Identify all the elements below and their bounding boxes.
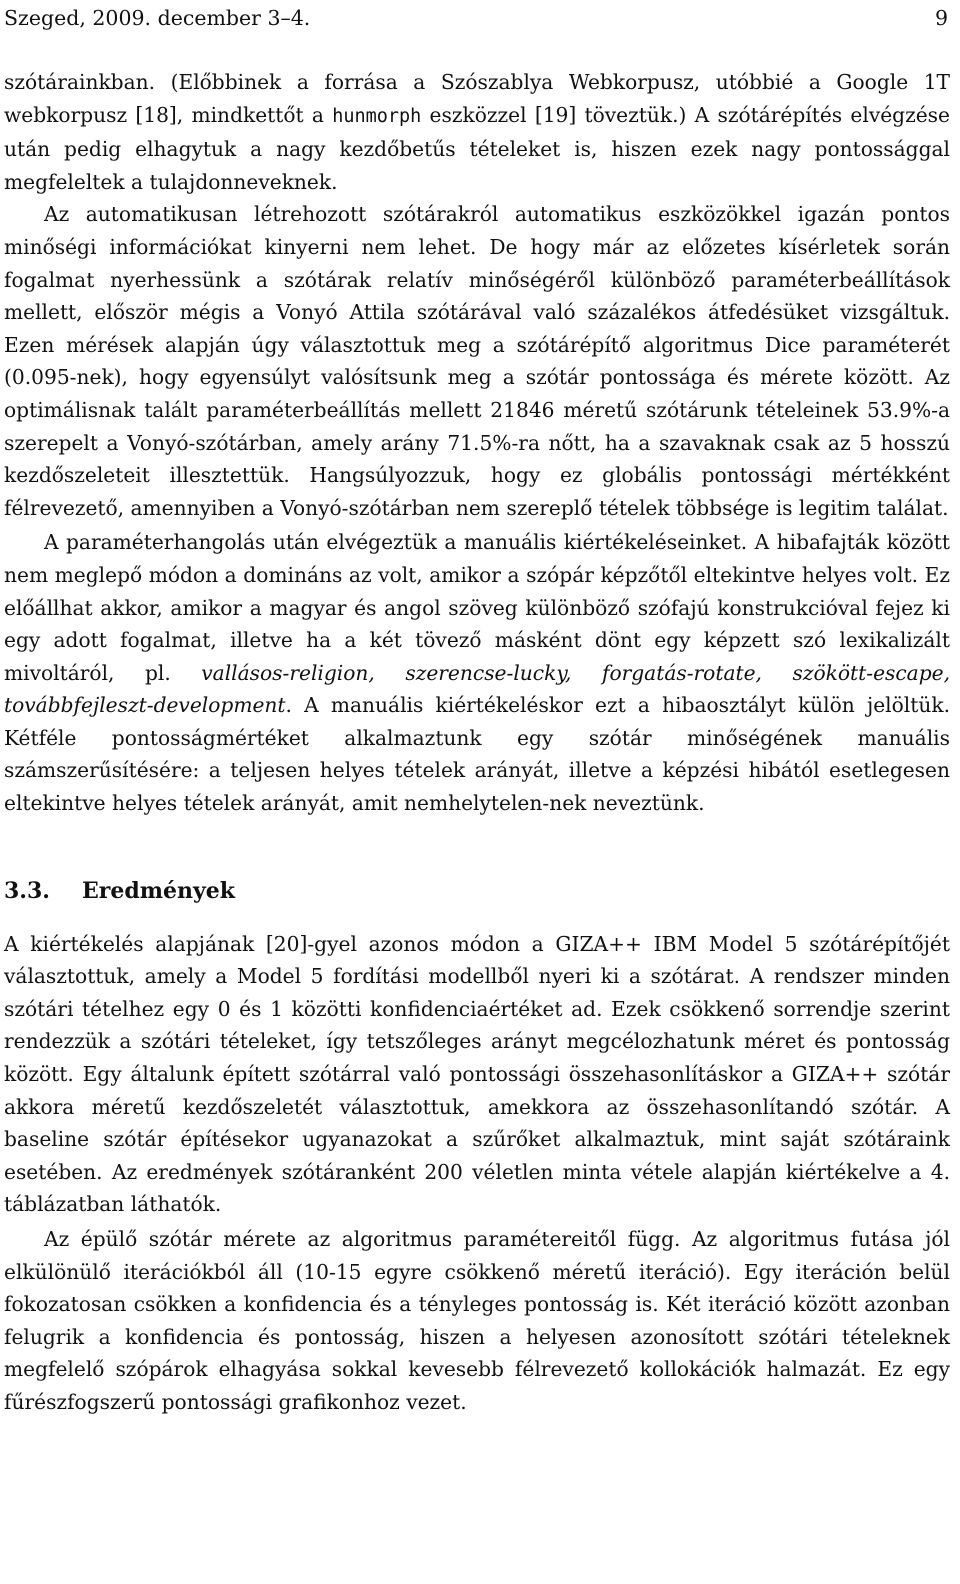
paragraph-results: A kiértékelés alapjának [20]-gyel azonos módon a GIZA++ IBM Model 5 szótárépítőjét választottuk, amely a Model 5 fordítási modellből nyeri ki a szótárat. A rendszer minden szótári tételhez egy 0 és 1 közötti konfidenciaértéket ad. Ezek csökkenő sorrendje szerint rendezzük a szótári tételeket, így tetszőleges arányt megcélozhatunk méret és pontosság között. Egy általunk épített szótárral való pontossági összehasonlításkor a GIZA++ szótár akkora méretű kezdőszeletét választottuk, amekkora az összehasonlítandó szótár. A baseline szótár építésekor ugyanazokat a szűrőket alkalmaztuk, mint saját szótáraink esetében. Az eredmények szótáranként 200 véletlen minta vétele alapján kiértékelve a 4. táblázatban láthatók. [4, 931, 950, 1217]
section-title: Eredmények [82, 877, 236, 904]
paragraph-manual-evaluation [4, 526, 950, 819]
document-page [0, 3, 960, 1584]
paragraph-dictionary-size: Az épülő szótár mérete az algoritmus paramétereitől függ. Az algoritmus futása jól elkülönülő iterációkból áll (10-15 egyre csökkenő méretű iteráció). Egy iteráción belül fokozatosan csökken a konfidencia és a tényleges pontosság is. Két iteráció között azonban felugrik a konfidencia és pontosság, hiszen a helyesen azonosított szótári tételeknek megfelelő szópárok elhagyása sokkal kevesebb félrevezető kollokációk halmazát. Ez egy fűrészfogszerű pontossági grafikonhoz vezet. [4, 1227, 950, 1414]
paragraph-text: eszközzel [19] töveztük.) A szótárépítés elvégzése után pedig elhagytuk a nagy kezdőbetűs tételeket is, hiszen ezek nagy pontossággal megfeleltek a tulajdonneveknek. [4, 102, 950, 194]
paragraph-text: A paraméterhangolás után elvégeztük a manuális kiértékeléseinket. A hibafajták között nem meglepő módon a domináns az volt, amikor a szópár képzőtől eltekintve helyes volt. Ez előállhat akkor, amikor a magyar és angol szöveg különböző szófajú konstrukcióval fejez ki egy adott fogalmat, illetve ha a két tövező másként dönt egy képzett szó lexikalizált mivoltáról, pl. [4, 530, 950, 685]
tool-name: hunmorph [332, 105, 422, 127]
running-header [4, 3, 950, 33]
header-left-text: Szeged, 2009. december 3–4. [4, 6, 311, 30]
paragraph-text: szótárainkban. (Előbbinek a forrása a Szószablya Webkorpusz, utóbbié a Google 1T webkorpusz [18], mindkettőt a [4, 70, 950, 127]
page-number: 9 [934, 6, 948, 30]
section-heading [4, 876, 950, 906]
example-word-pairs: vallásos-religion, szerencse-lucky, forgatás-rotate, szökött-escape, továbbfejleszt-development [4, 660, 950, 718]
paragraph-continuation [4, 66, 950, 198]
paragraph-text: . A manuális kiértékeléskor ezt a hibaosztályt külön jelöltük. Kétféle pontosságmértéket alkalmaztunk egy szótár minőségének manuális számszerűsítésére: a teljesen helyes tételek arányát, illetve a képzési hibától esetlegesen eltekintve helyes tételek arányát, amit nemhelytelen-nek neveztünk. [4, 693, 950, 816]
paragraph-evaluation: Az automatikusan létrehozott szótárakról automatikus eszközökkel igazán pontos minőségi információkat kinyerni nem lehet. De hogy már az előzetes kísérletek során fogalmat nyerhessünk a szótárak relatív minőségéről különböző paraméterbeállítások mellett, először mégis a Vonyó Attila szótárával való százalékos átfedésüket vizsgáltuk. Ezen mérések alapján úgy választottuk meg a szótárépítő algoritmus Dice paraméterét (0.095-nek), hogy egyensúlyt valósítsunk meg a szótár pontossága és mérete között. Az optimálisnak talált paraméterbeállítás mellett 21846 méretű szótárunk tételeinek 53.9%-a szerepelt a Vonyó-szótárban, amely arány 71.5%-ra nőtt, ha a szavaknak csak az 5 hosszú kezdőszeleteit illesztettük. Hangsúlyozzuk, hogy ez globális pontossági mértékként félrevezető, amennyiben a Vonyó-szótárban nem szereplő tételek többsége is legitim találat. [4, 202, 950, 520]
section-number: 3.3. [4, 877, 50, 904]
